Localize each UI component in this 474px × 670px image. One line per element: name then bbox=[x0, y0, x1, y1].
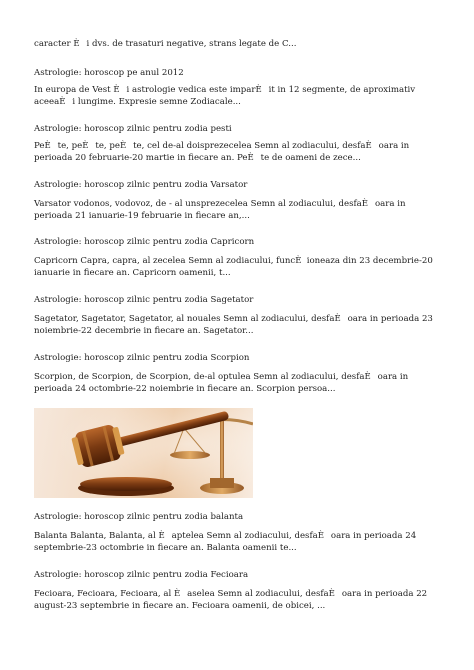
snippet-text: Scorpion, de Scorpion, de Scorpion, de-al optulea Semn al zodiacului, desfaÈoara in perioada 24 octombrie-22 noiembrie in fiecare an. Scorpion persoa... bbox=[34, 372, 409, 394]
article-link-horoscop-2012[interactable]: Astrologie: horoscop pe anul 2012 bbox=[34, 68, 184, 78]
article-link-scorpion[interactable]: Astrologie: horoscop zilnic pentru zodia Scorpion bbox=[34, 353, 250, 363]
article-link-capricorn[interactable]: Astrologie: horoscop zilnic pentru zodia Capricorn bbox=[34, 237, 255, 247]
snippet-text: Fecioara, Fecioara, Fecioara, al Èaselea Semn al zodiacului, desfaÈoara in perioada 22 august-23 septembrie in fiecare an. Fecioara oamenii, de obicei, ... bbox=[34, 589, 428, 611]
snippet-text: PeÈte, peÈte, peÈte, cel de-al doisprezecelea Semn al zodiacului, desfaÈoara in perioada 20 februarie-20 martie in fiecare an. PeÈte de oameni de zece... bbox=[34, 141, 410, 163]
snippet-text: Varsator vodonos, vodovoz, de - al unsprezecelea Semn al zodiacului, desfaÈoara in perioada 21 ianuarie-19 februarie in fiecare an,... bbox=[34, 199, 406, 221]
snippet-text: In europa de Vest Èi astrologie vedica este imparÈit in 12 segmente, de aproximativ aceeaÈi lungime. Expresie semne Zodiacale... bbox=[34, 85, 416, 107]
article-link-sagetator[interactable]: Astrologie: horoscop zilnic pentru zodia Sagetator bbox=[34, 295, 254, 305]
snippet-text: Sagetator, Sagetator, Sagetator, al nouales Semn al zodiacului, desfaÈoara in perioada 23 noiembrie-22 decembrie in fiecare an. Sagetator... bbox=[34, 314, 433, 336]
article-link-balanta[interactable]: Astrologie: horoscop zilnic pentru zodia balanta bbox=[34, 512, 244, 522]
snippet-text: Capricorn Capra, capra, al zecelea Semn al zodiacului, funcÈioneaza din 23 decembrie-20 ianuarie in fiecare an. Capricorn oamenii, t... bbox=[34, 256, 433, 278]
snippet-text: Balanta Balanta, Balanta, al Èaptelea Semn al zodiacului, desfaÈoara in perioada 24 septembrie-23 octombrie in fiecare an. Balanta oamenii te... bbox=[34, 531, 417, 553]
article-link-varsator[interactable]: Astrologie: horoscop zilnic pentru zodia Varsator bbox=[34, 180, 248, 190]
gavel-scales-image[interactable] bbox=[34, 408, 253, 498]
article-link-pesti[interactable]: Astrologie: horoscop zilnic pentru zodia pesti bbox=[34, 124, 232, 134]
snippet-text: caracter Èi dvs. de trasaturi negative, strans legate de C... bbox=[34, 39, 297, 49]
gavel-and-scales-icon bbox=[34, 408, 253, 498]
article-link-fecioara[interactable]: Astrologie: horoscop zilnic pentru zodia Fecioara bbox=[34, 570, 249, 580]
